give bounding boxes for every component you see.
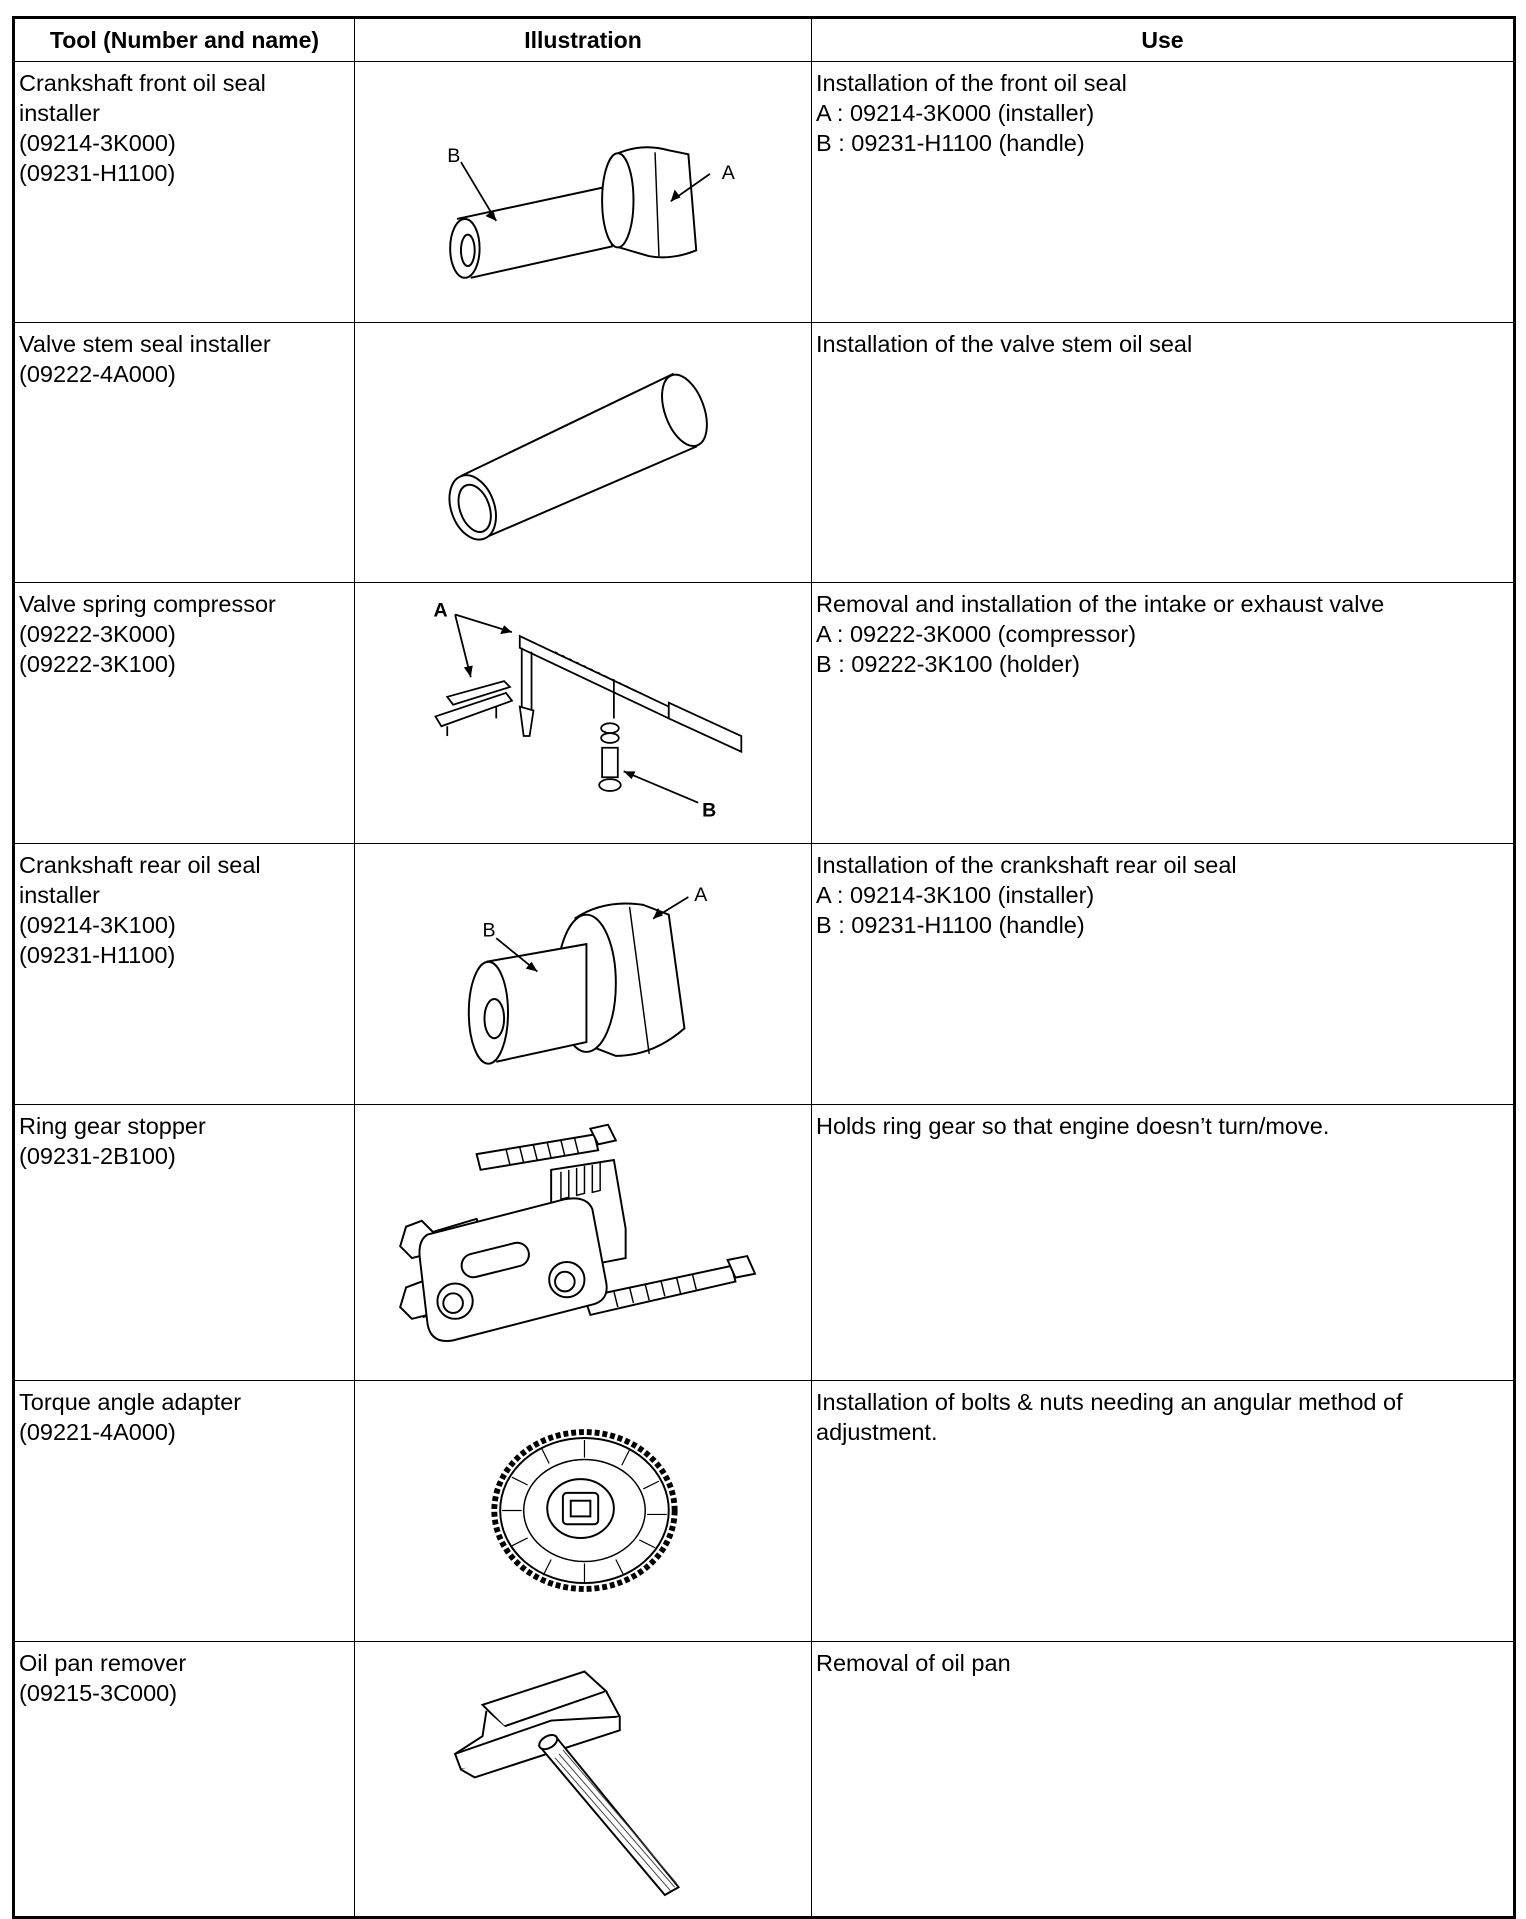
- use-text: Installation of the front oil seal: [816, 70, 1127, 96]
- tool-number: (09215-3C000): [19, 1679, 178, 1706]
- use-cell: [812, 62, 1515, 323]
- tool-cell: [14, 62, 355, 323]
- header-illustration: Illustration: [355, 18, 812, 62]
- callout-label: A: [433, 599, 448, 622]
- use-text: B : 09231-H1100 (handle): [816, 911, 1085, 938]
- table-row: [14, 322, 1515, 582]
- torque-angle-adapter-drawing: [359, 1387, 807, 1637]
- illustration-cell: [355, 1380, 812, 1641]
- rear-oil-seal-installer-drawing: [359, 850, 807, 1100]
- tool-name-line: Crankshaft front oil seal: [19, 70, 266, 96]
- tool-number: (09222-3K000): [19, 620, 176, 647]
- illustration-cell: [355, 843, 812, 1104]
- tool-cell: [14, 582, 355, 843]
- use-text: Installation of the crankshaft rear oil seal: [816, 851, 1237, 878]
- tool-name-line: Torque angle adapter: [19, 1388, 242, 1415]
- use-text: Installation of the valve stem oil seal: [816, 330, 1193, 357]
- oil-pan-remover-drawing: [359, 1648, 807, 1913]
- header-row: [14, 18, 1515, 62]
- tool-cell: [14, 1641, 355, 1918]
- special-tools-table: [12, 16, 1516, 1919]
- callout-label: B: [447, 145, 461, 168]
- valve-spring-compressor-drawing: [359, 589, 807, 839]
- illustration-cell: [355, 62, 812, 323]
- tool-number: (09222-3K100): [19, 650, 176, 677]
- use-cell: [812, 1380, 1515, 1641]
- callout-label: A: [694, 883, 708, 906]
- use-text: Removal of oil pan: [816, 1649, 1011, 1676]
- header-tool: Tool (Number and name): [14, 18, 355, 62]
- illustration-cell: [355, 1641, 812, 1918]
- front-oil-seal-installer-drawing: [359, 68, 807, 318]
- illustration-cell: [355, 582, 812, 843]
- use-text: Holds ring gear so that engine doesn’t turn/move.: [816, 1112, 1330, 1139]
- ring-gear-stopper-drawing: [359, 1111, 807, 1376]
- use-text: A : 09214-3K000 (installer): [816, 100, 1095, 126]
- table-row: [14, 1380, 1515, 1641]
- valve-stem-seal-installer-drawing: [359, 329, 807, 578]
- table-row: [14, 1641, 1515, 1918]
- table-row: [14, 1104, 1515, 1380]
- use-text: B : 09231-H1100 (handle): [816, 130, 1085, 156]
- callout-label: A: [721, 161, 735, 184]
- table-row: [14, 582, 1515, 843]
- use-cell: [812, 843, 1515, 1104]
- illustration-cell: [355, 322, 812, 582]
- tool-number: (09214-3K100): [19, 911, 176, 938]
- callout-label: B: [482, 919, 496, 942]
- use-text: adjustment.: [816, 1418, 938, 1445]
- tool-name-line: installer: [19, 100, 100, 126]
- tool-number: (09214-3K000): [19, 130, 176, 156]
- use-text: Removal and installation of the intake or exhaust valve: [816, 590, 1385, 617]
- use-cell: [812, 1641, 1515, 1918]
- tool-name-line: Valve stem seal installer: [19, 330, 271, 357]
- use-text: A : 09214-3K100 (installer): [816, 881, 1095, 908]
- use-text: A : 09222-3K000 (compressor): [816, 620, 1137, 647]
- tool-number: (09231-H1100): [19, 941, 176, 968]
- tool-number: (09222-4A000): [19, 360, 176, 387]
- tool-cell: [14, 1380, 355, 1641]
- illustration-cell: [355, 1104, 812, 1380]
- callout-label: B: [702, 799, 717, 822]
- tool-number: (09231-2B100): [19, 1142, 176, 1169]
- tool-cell: [14, 322, 355, 582]
- use-cell: [812, 322, 1515, 582]
- tool-number: (09221-4A000): [19, 1418, 176, 1445]
- tool-name-line: Ring gear stopper: [19, 1112, 206, 1139]
- tool-cell: [14, 1104, 355, 1380]
- tool-name-line: installer: [19, 881, 100, 908]
- use-cell: [812, 582, 1515, 843]
- use-cell: [812, 1104, 1515, 1380]
- tool-name-line: Oil pan remover: [19, 1649, 187, 1676]
- tool-name-line: Valve spring compressor: [19, 590, 276, 617]
- tool-cell: [14, 843, 355, 1104]
- use-text: B : 09222-3K100 (holder): [816, 650, 1080, 677]
- table-row: [14, 62, 1515, 323]
- tool-name-line: Crankshaft rear oil seal: [19, 851, 261, 878]
- table-row: [14, 843, 1515, 1104]
- header-use: Use: [812, 18, 1515, 62]
- tool-number: (09231-H1100): [19, 160, 176, 186]
- use-text: Installation of bolts & nuts needing an angular method of: [816, 1388, 1403, 1415]
